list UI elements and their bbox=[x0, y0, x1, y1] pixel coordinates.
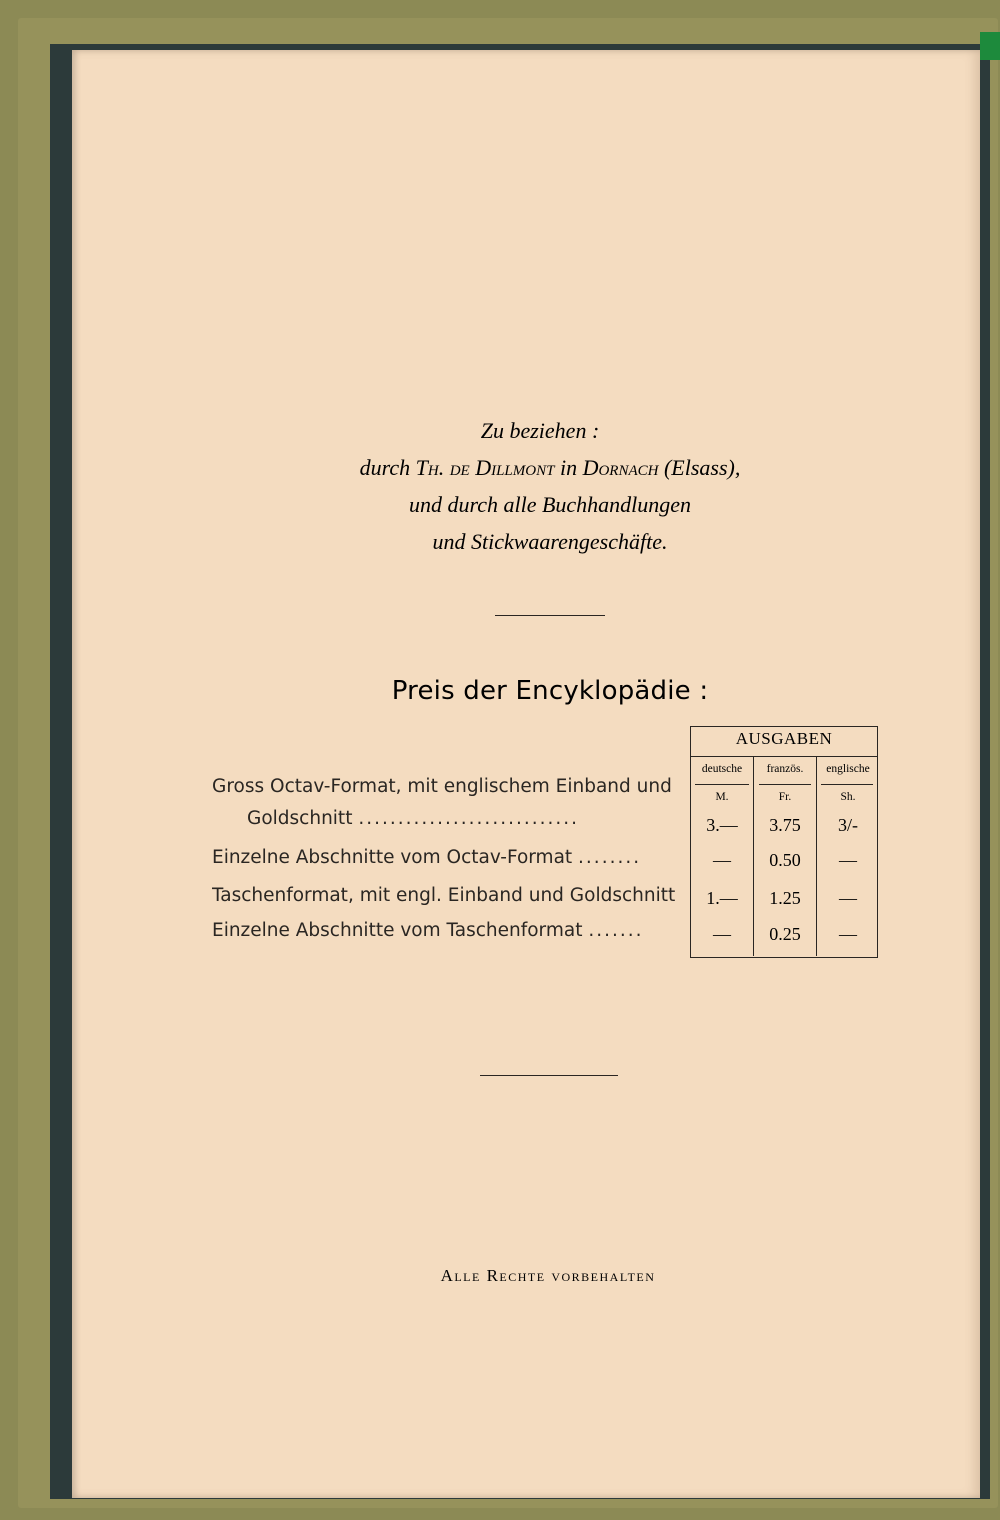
price-cell: 0.25 bbox=[769, 924, 801, 944]
price-cell: 1.25 bbox=[769, 888, 801, 908]
leader-dots: ....... bbox=[588, 920, 644, 941]
edition-english: englische bbox=[826, 763, 870, 775]
imprint-line-2-suffix: (Elsass), bbox=[658, 455, 741, 480]
unit-mark: M. bbox=[715, 791, 729, 803]
subheader-rule bbox=[695, 784, 749, 785]
price-row-label bbox=[212, 920, 686, 941]
imprint-line-2-mid: in bbox=[554, 455, 583, 480]
divider-rule-top bbox=[495, 615, 605, 616]
distribution-imprint bbox=[0, 412, 1000, 560]
publisher-name: Th. de Dillmont bbox=[415, 455, 555, 480]
price-cell: — bbox=[839, 924, 857, 944]
unit-franc: Fr. bbox=[778, 791, 792, 803]
price-cell: — bbox=[713, 924, 731, 944]
price-title: Preis der Encyklopädie : bbox=[391, 676, 709, 706]
price-cell: — bbox=[839, 888, 857, 908]
row-label: Goldschnitt bbox=[247, 808, 353, 829]
bookmark-ribbon bbox=[980, 32, 1000, 60]
subheader-rule bbox=[759, 784, 811, 785]
price-cell: 3/- bbox=[838, 815, 858, 835]
row-label: Einzelne Abschnitte vom Octav-Format bbox=[212, 847, 573, 868]
price-row-label bbox=[212, 847, 686, 868]
price-cell: 3.— bbox=[706, 815, 738, 835]
leader-dots: ............................ bbox=[358, 808, 580, 829]
imprint-line-3: und durch alle Buchhandlungen bbox=[408, 492, 692, 517]
imprint-line-1: Zu beziehen : bbox=[480, 418, 600, 443]
price-cell: — bbox=[713, 850, 731, 870]
edition-french: französ. bbox=[766, 763, 804, 775]
table-header: AUSGABEN bbox=[735, 729, 833, 748]
edition-german: deutsche bbox=[701, 763, 743, 775]
imprint-line-2 bbox=[0, 449, 1000, 486]
price-row-label bbox=[212, 885, 686, 906]
imprint-line-2-prefix: durch bbox=[359, 455, 416, 480]
rights-reserved: Alle Rechte vorbehalten bbox=[440, 1266, 656, 1285]
row-label: Einzelne Abschnitte vom Taschenformat bbox=[212, 920, 583, 941]
price-cell: 3.75 bbox=[769, 815, 801, 835]
publisher-place: Dornach bbox=[582, 455, 659, 480]
price-cell: 1.— bbox=[706, 888, 738, 908]
price-cell: — bbox=[839, 850, 857, 870]
header-rule bbox=[691, 756, 877, 757]
price-cell: 0.50 bbox=[769, 850, 801, 870]
imprint-line-4: und Stickwaarengeschäfte. bbox=[432, 529, 668, 554]
divider-rule-bottom bbox=[480, 1075, 618, 1076]
price-row-label bbox=[212, 808, 686, 829]
unit-shilling: Sh. bbox=[840, 791, 856, 803]
price-row-label bbox=[212, 776, 686, 797]
row-label: Taschenformat, mit engl. Einband und Goldschnitt bbox=[212, 885, 676, 906]
editions-price-table bbox=[690, 726, 878, 958]
subheader-rule bbox=[821, 784, 873, 785]
row-label: Gross Octav-Format, mit englischem Einband und bbox=[212, 776, 672, 797]
leader-dots: ........ bbox=[578, 847, 642, 868]
